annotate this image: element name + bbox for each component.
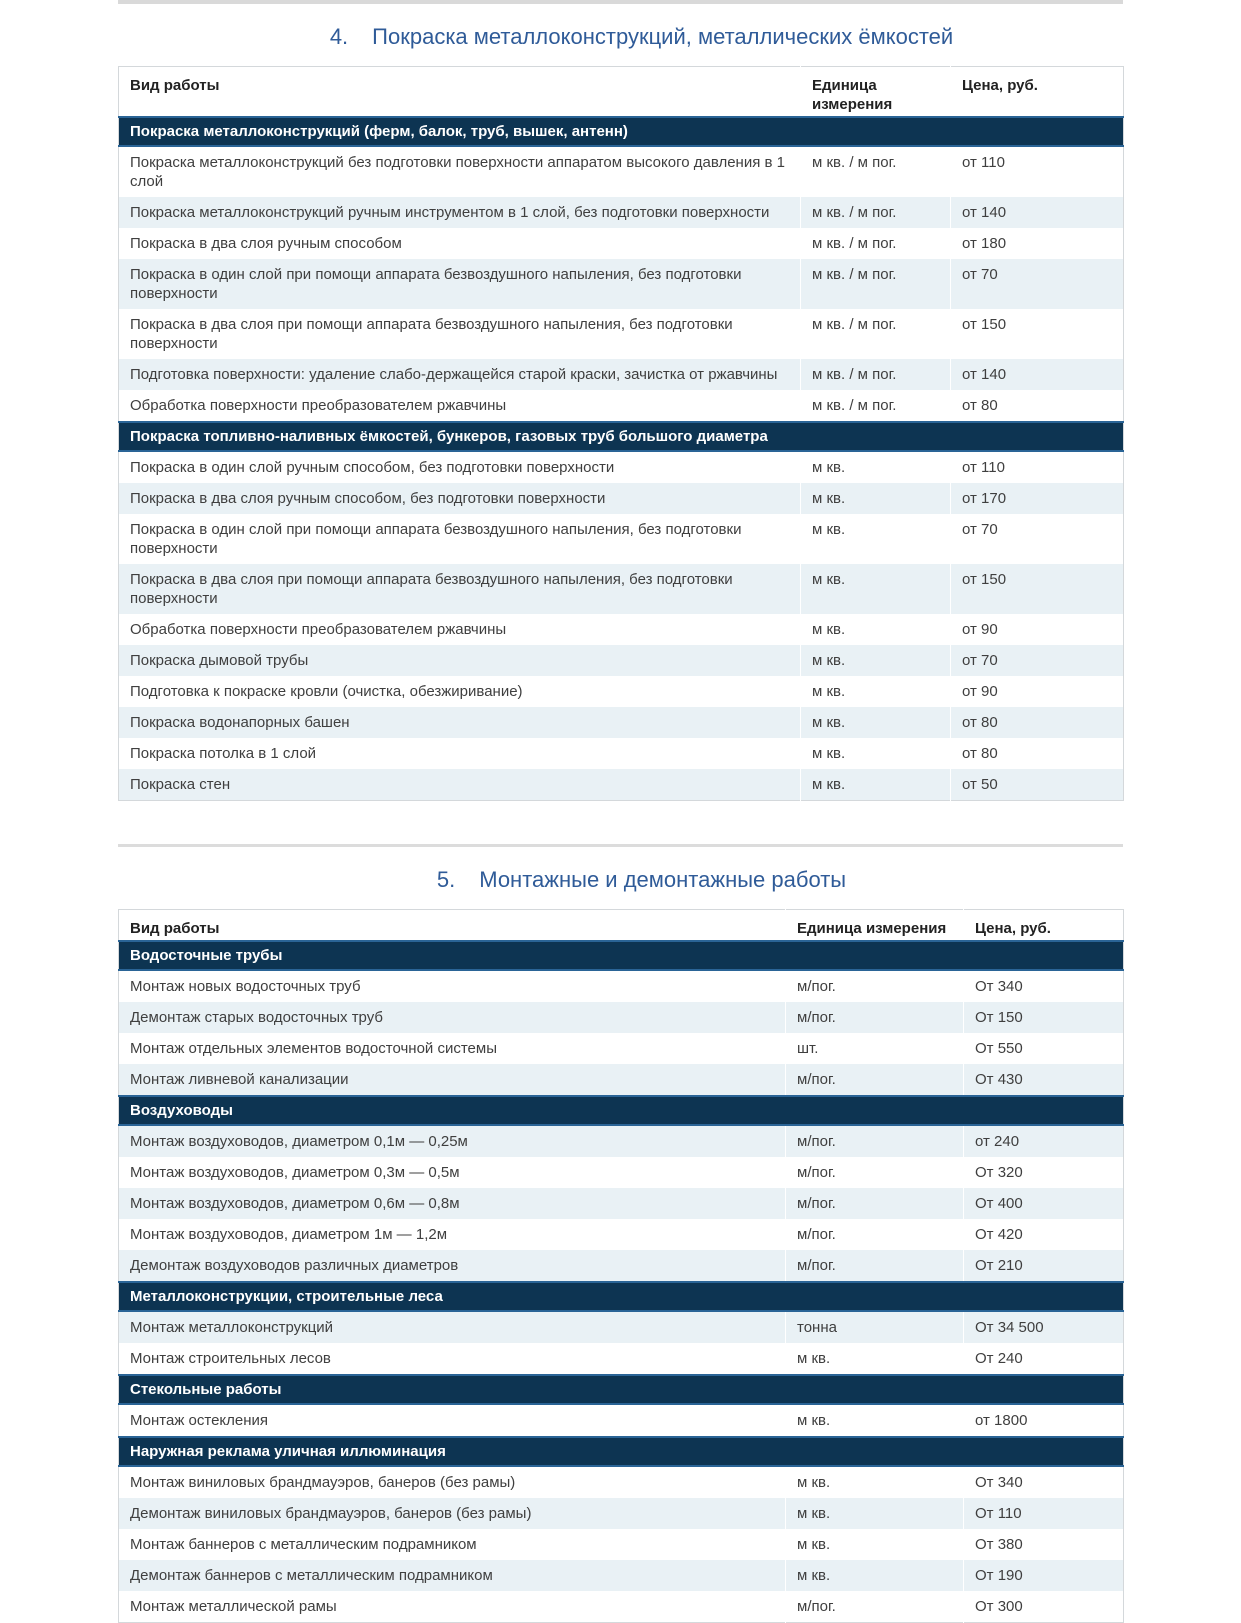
- group-header-row: [119, 1375, 1124, 1404]
- unit-cell: м кв. / м пог.: [801, 197, 951, 228]
- unit-cell: м кв.: [801, 769, 951, 801]
- work-cell: Подготовка к покраске кровли (очистка, обезжиривание): [130, 683, 523, 700]
- section-title: [139, 23, 1144, 51]
- table-row: [119, 1529, 1124, 1560]
- work-cell: Монтаж виниловых брандмауэров, банеров (без рамы): [130, 1474, 516, 1491]
- table-row: [119, 359, 1124, 390]
- work-cell: Покраска потолка в 1 слой: [130, 745, 317, 762]
- unit-cell: м/пог.: [786, 1219, 964, 1250]
- group-header-label: Водосточные трубы: [119, 941, 1124, 970]
- group-header-row: [119, 1437, 1124, 1466]
- table-row: [119, 738, 1124, 769]
- column-header: Единица измерения: [801, 67, 951, 118]
- group-header-label: Покраска топливно-наливных ёмкостей, бункеров, газовых труб большого диаметра: [119, 422, 1124, 451]
- price-cell: От 380: [964, 1529, 1124, 1560]
- price-cell: от 170: [951, 483, 1124, 514]
- column-header: Цена, руб.: [964, 910, 1124, 942]
- price-cell: От 550: [964, 1033, 1124, 1064]
- work-cell: Покраска металлоконструкций ручным инструментом в 1 слой, без подготовки поверхности: [119, 197, 801, 228]
- unit-cell: м кв. / м пог.: [801, 228, 951, 259]
- unit-cell: м кв.: [786, 1466, 964, 1498]
- work-cell: Монтаж воздуховодов, диаметром 0,1м — 0,25м: [119, 1125, 786, 1157]
- unit-cell: м кв.: [786, 1529, 964, 1560]
- table-row: [119, 1064, 1124, 1096]
- price-cell: От 190: [964, 1560, 1124, 1591]
- sections-container: [118, 23, 1123, 1623]
- price-cell: от 240: [964, 1125, 1124, 1157]
- unit-cell: шт.: [786, 1033, 964, 1064]
- table-row: [119, 309, 1124, 359]
- group-header-label: Наружная реклама уличная иллюминация: [119, 1437, 1124, 1466]
- table-row: [119, 564, 1124, 614]
- work-cell: Покраска в два слоя при помощи аппарата безвоздушного напыления, без подготовки поверхности: [130, 316, 733, 352]
- work-cell: Покраска водонапорных башен: [119, 707, 801, 738]
- price-cell: От 400: [964, 1188, 1124, 1219]
- work-cell: Покраска в два слоя ручным способом, без подготовки поверхности: [119, 483, 801, 514]
- unit-cell: м кв. / м пог.: [801, 259, 951, 309]
- unit-cell: м кв.: [801, 645, 951, 676]
- section-title: [139, 866, 1144, 894]
- table-row: [119, 1498, 1124, 1529]
- table-row: [119, 1250, 1124, 1282]
- work-cell: Покраска в один слой при помощи аппарата безвоздушного напыления, без подготовки поверхности: [119, 259, 801, 309]
- price-cell: От 300: [964, 1591, 1124, 1623]
- price-cell: от 140: [951, 359, 1124, 390]
- table-header-row: [119, 67, 1124, 118]
- table-row: [119, 676, 1124, 707]
- table-header-row: [119, 910, 1124, 942]
- unit-cell: м/пог.: [786, 1064, 964, 1096]
- work-cell: Обработка поверхности преобразователем ржавчины: [130, 621, 507, 638]
- column-header: Единица измерения: [786, 910, 964, 942]
- table-row: [119, 228, 1124, 259]
- work-cell: Подготовка поверхности: удаление слабо-держащейся старой краски, зачистка от ржавчины: [119, 359, 801, 390]
- unit-cell: м кв.: [801, 707, 951, 738]
- table-row: [119, 1125, 1124, 1157]
- table-row: [119, 769, 1124, 801]
- table-row: [119, 1343, 1124, 1375]
- work-cell: Монтаж воздуховодов, диаметром 1м — 1,2м: [130, 1226, 448, 1243]
- pricing-table-4: [118, 66, 1124, 801]
- table-row: [119, 1466, 1124, 1498]
- table-row: [119, 1311, 1124, 1343]
- group-header-label: Покраска металлоконструкций (ферм, балок, труб, вышек, антенн): [119, 117, 1124, 146]
- work-cell: Демонтаж виниловых брандмауэров, банеров (без рамы): [119, 1498, 786, 1529]
- price-cell: От 340: [964, 1466, 1124, 1498]
- section-number: 4.: [329, 24, 349, 49]
- work-cell: Монтаж отдельных элементов водосточной системы: [130, 1040, 497, 1057]
- group-header-label: Металлоконструкции, строительные леса: [119, 1282, 1124, 1311]
- work-cell: Покраска в два слоя при помощи аппарата безвоздушного напыления, без подготовки поверхности: [119, 564, 801, 614]
- work-cell: Покраска стен: [119, 769, 801, 801]
- work-cell: Монтаж новых водосточных труб: [130, 978, 361, 995]
- work-cell: Покраска в один слой при помощи аппарата безвоздушного напыления, без подготовки поверхности: [130, 521, 742, 557]
- unit-cell: м кв. / м пог.: [801, 359, 951, 390]
- table-row: [119, 390, 1124, 422]
- group-header-row: [119, 941, 1124, 970]
- unit-cell: м кв.: [786, 1498, 964, 1529]
- price-cell: От 240: [964, 1343, 1124, 1375]
- table-row: [119, 614, 1124, 645]
- unit-cell: м кв.: [801, 564, 951, 614]
- table-row: [119, 1002, 1124, 1033]
- table-row: [119, 1188, 1124, 1219]
- table-row: [119, 970, 1124, 1002]
- table-row: [119, 1560, 1124, 1591]
- group-header-row: [119, 1096, 1124, 1125]
- unit-cell: м кв.: [801, 614, 951, 645]
- price-cell: от 80: [951, 390, 1124, 422]
- work-cell: Демонтаж старых водосточных труб: [119, 1002, 786, 1033]
- table-row: [119, 1157, 1124, 1188]
- unit-cell: м кв.: [801, 676, 951, 707]
- work-cell: Обработка поверхности преобразователем ржавчины: [130, 397, 507, 414]
- price-cell: От 320: [964, 1157, 1124, 1188]
- unit-cell: м/пог.: [786, 1188, 964, 1219]
- group-header-row: [119, 117, 1124, 146]
- table-row: [119, 514, 1124, 564]
- group-header-label: Воздуховоды: [119, 1096, 1124, 1125]
- table-row: [119, 1219, 1124, 1250]
- price-cell: от 80: [951, 738, 1124, 769]
- unit-cell: м кв.: [801, 514, 951, 564]
- table-row: [119, 259, 1124, 309]
- price-cell: От 210: [964, 1250, 1124, 1282]
- document-content: [118, 0, 1123, 1623]
- price-cell: от 70: [951, 514, 1124, 564]
- price-cell: от 140: [951, 197, 1124, 228]
- price-cell: от 150: [951, 564, 1124, 614]
- price-cell: от 150: [951, 309, 1124, 359]
- work-cell: Монтаж металлоконструкций: [119, 1311, 786, 1343]
- section-title-text: Монтажные и демонтажные работы: [479, 867, 847, 892]
- group-header-label: Стекольные работы: [119, 1375, 1124, 1404]
- price-cell: От 430: [964, 1064, 1124, 1096]
- price-cell: от 50: [951, 769, 1124, 801]
- unit-cell: м/пог.: [786, 1250, 964, 1282]
- unit-cell: м/пог.: [786, 970, 964, 1002]
- table-row: [119, 483, 1124, 514]
- unit-cell: м/пог.: [786, 1125, 964, 1157]
- table-row: [119, 1591, 1124, 1623]
- unit-cell: м/пог.: [786, 1591, 964, 1623]
- unit-cell: м кв.: [786, 1404, 964, 1437]
- price-cell: от 70: [951, 645, 1124, 676]
- table-row: [119, 707, 1124, 738]
- unit-cell: м кв. / м пог.: [801, 390, 951, 422]
- unit-cell: м кв.: [801, 483, 951, 514]
- work-cell: Монтаж воздуховодов, диаметром 0,3м — 0,5м: [130, 1164, 460, 1181]
- unit-cell: м кв.: [786, 1343, 964, 1375]
- unit-cell: тонна: [786, 1311, 964, 1343]
- group-header-row: [119, 1282, 1124, 1311]
- price-cell: от 1800: [964, 1404, 1124, 1437]
- pricing-table-5: [118, 909, 1124, 1623]
- section-title-text: Покраска металлоконструкций, металлических ёмкостей: [372, 24, 954, 49]
- column-header: Вид работы: [119, 67, 801, 118]
- price-cell: от 90: [951, 614, 1124, 645]
- table-row: [119, 197, 1124, 228]
- price-cell: От 340: [964, 970, 1124, 1002]
- price-cell: От 34 500: [964, 1311, 1124, 1343]
- price-cell: от 70: [951, 259, 1124, 309]
- work-cell: Покраска дымовой трубы: [119, 645, 801, 676]
- work-cell: Монтаж баннеров с металлическим подрамником: [130, 1536, 477, 1553]
- column-header: Цена, руб.: [951, 67, 1124, 118]
- work-cell: Монтаж воздуховодов, диаметром 0,6м — 0,8м: [119, 1188, 786, 1219]
- work-cell: Покраска металлоконструкций без подготовки поверхности аппаратом высокого давления в 1 слой: [130, 154, 785, 190]
- work-cell: Демонтаж воздуховодов различных диаметров: [119, 1250, 786, 1282]
- price-cell: от 80: [951, 707, 1124, 738]
- price-cell: От 420: [964, 1219, 1124, 1250]
- group-header-row: [119, 422, 1124, 451]
- unit-cell: м кв.: [801, 451, 951, 483]
- unit-cell: м кв. / м пог.: [801, 146, 951, 197]
- table-row: [119, 645, 1124, 676]
- unit-cell: м кв. / м пог.: [801, 309, 951, 359]
- column-header: Вид работы: [119, 910, 786, 942]
- work-cell: Покраска в один слой ручным способом, без подготовки поверхности: [130, 459, 615, 476]
- section-number: 5.: [436, 867, 456, 892]
- unit-cell: м/пог.: [786, 1157, 964, 1188]
- top-divider: [118, 0, 1123, 4]
- table-row: [119, 146, 1124, 197]
- price-cell: От 110: [964, 1498, 1124, 1529]
- table-row: [119, 451, 1124, 483]
- price-cell: От 150: [964, 1002, 1124, 1033]
- section-divider: [118, 844, 1123, 847]
- table-row: [119, 1404, 1124, 1437]
- work-cell: Покраска в два слоя ручным способом: [130, 235, 402, 252]
- work-cell: Монтаж строительных лесов: [130, 1350, 331, 1367]
- unit-cell: м кв.: [801, 738, 951, 769]
- work-cell: Демонтаж баннеров с металлическим подрамником: [119, 1560, 786, 1591]
- work-cell: Монтаж ливневой канализации: [119, 1064, 786, 1096]
- price-cell: от 180: [951, 228, 1124, 259]
- price-cell: от 110: [951, 451, 1124, 483]
- price-cell: от 90: [951, 676, 1124, 707]
- table-row: [119, 1033, 1124, 1064]
- unit-cell: м кв.: [786, 1560, 964, 1591]
- work-cell: Монтаж металлической рамы: [130, 1598, 337, 1615]
- unit-cell: м/пог.: [786, 1002, 964, 1033]
- work-cell: Монтаж остекления: [130, 1412, 269, 1429]
- price-cell: от 110: [951, 146, 1124, 197]
